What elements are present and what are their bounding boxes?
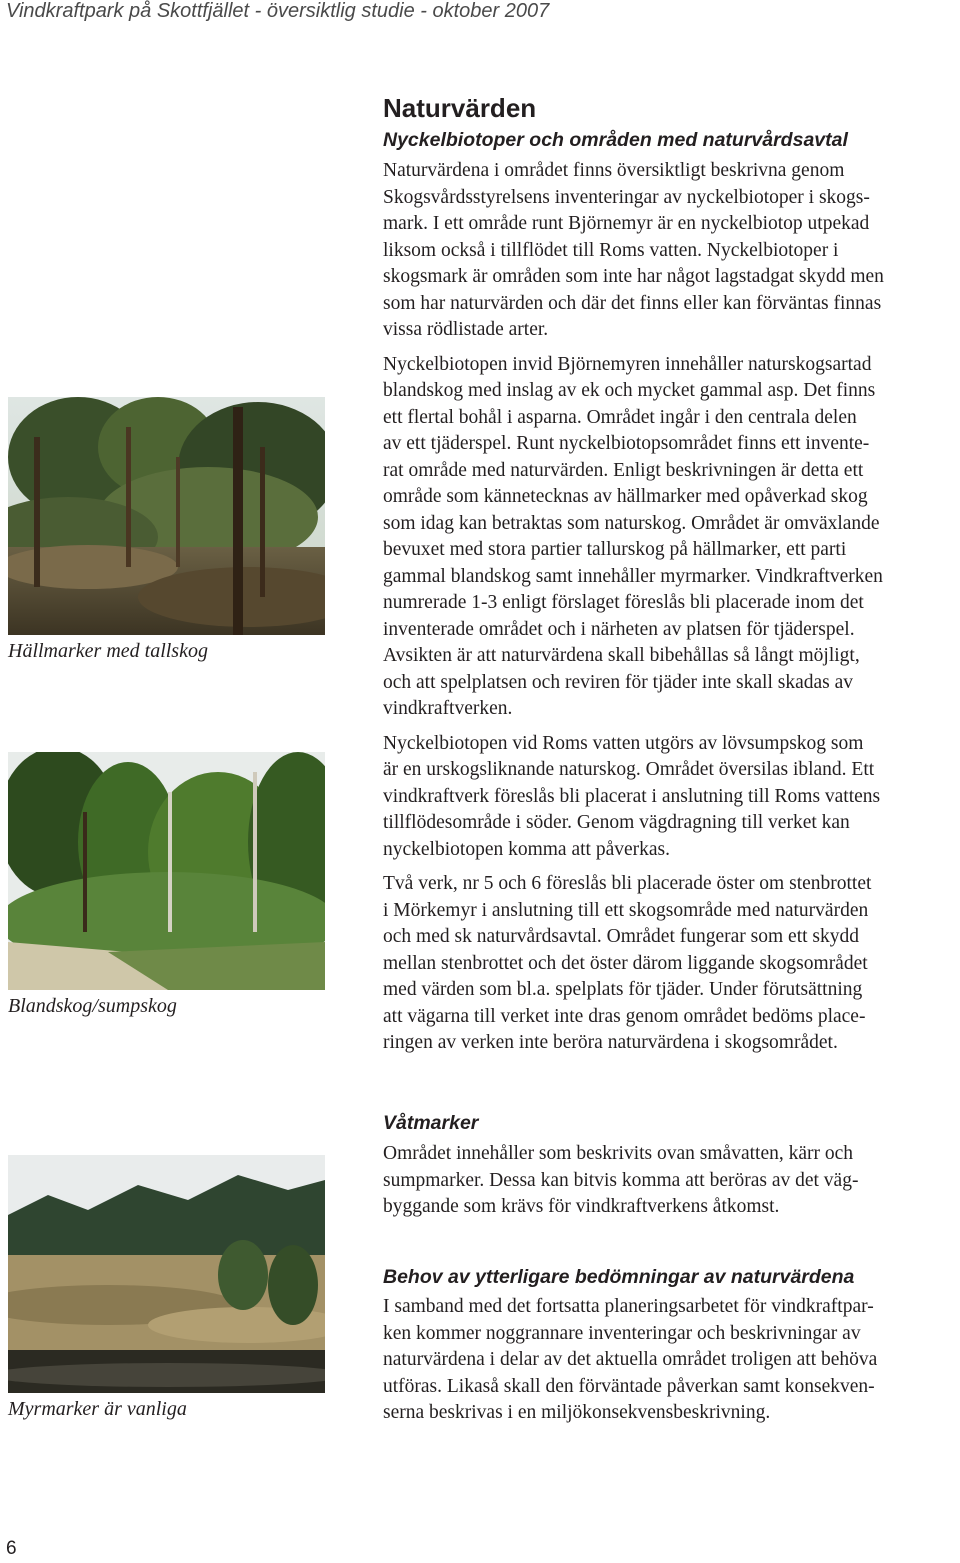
photo3-caption: Myrmarker är vanliga (8, 1398, 187, 1420)
running-head: Vindkraftpark på Skottfjället - översiktlig studie - oktober 2007 (6, 0, 550, 22)
wetlands-paragraph: Området innehåller som beskrivits ovan småvatten, kärr och sumpmarker. Dessa kan bitvis komma att beröras av det väg- byggande som krävs för vindkraftverkens åtkomst. (383, 1143, 859, 1217)
main-column (383, 93, 958, 1057)
wetlands-section (383, 1110, 958, 1221)
photo1-caption: Hällmarker med tallskog (8, 640, 208, 662)
page-number: 6 (6, 1538, 17, 1559)
wetlands-heading: Våtmarker (383, 1112, 479, 1134)
wetland-photo (8, 1155, 325, 1393)
pine-heath-illustration (8, 397, 325, 635)
photo2-caption: Blandskog/sumpskog (8, 995, 177, 1017)
paragraph-4: Två verk, nr 5 och 6 föreslås bli placerade öster om stenbrottet i Mörkemyr i anslutning till ett skogsområde med naturvärden och med sk naturvårdsavtal. Området fungerar som ett skydd mellan stenbrottet och det öster därom liggande skogsområdet med värden som bl.a. spelplats för tjäder. Under förutsättning att vägarna till verket inte dras genom området bedöms place- ringen av verken inte beröra naturvärdena i skogsområdet. (383, 873, 872, 1053)
mixed-forest-photo (8, 752, 325, 990)
assessment-paragraph: I samband med det fortsatta planeringsarbetet för vindkraftpar- ken kommer noggrannare inventeringar och beskrivningar av naturvärdena i delar av det aktuella området troligen att behöva utföras. Likaså skall den förväntade påverkan samt konsekven- serna beskrivas i en miljökonsekvensbeskrivning. (383, 1296, 878, 1423)
page-title: Naturvärden (383, 93, 537, 123)
assessment-section (383, 1264, 958, 1427)
paragraph-1: Naturvärdena i området finns översiktligt beskrivna genom Skogsvårdsstyrelsens inventeringar av nyckelbiotoper i skogs- mark. I ett område runt Björnemyr är en nyckelbiotop utpekad liksom också i tillflödet till Roms vatten. Nyckelbiotoper i skogsmark är områden som inte har något lagstadgat skydd men som har naturvärden och där det finns eller kan förväntas finnas vissa rödlistade arter. (383, 160, 884, 340)
pine-heath-photo (8, 397, 325, 635)
paragraph-2: Nyckelbiotopen invid Björnemyren innehåller naturskogsartad blandskog med inslag av ek och mycket gammal asp. Det finns ett flertal bohål i asparna. Området ingår i den centrala delen av ett tjäderspel. Runt nyckelbiotopsområdet finns ett invente- rat område med naturvärden. Enligt beskrivningen är detta ett område som kännetecknas av hällmarker med opåverkad skog som idag kan betraktas som naturskog. Området är omväxlande bevuxet med stora partier tallurskog på hällmarker, ett parti gammal blandskog samt innehåller myrmarker. Vindkraftverken numrerade 1-3 enligt förslaget föreslås bli placerade inom det inventerade området och i närheten av platsen för tjäderspel. Avsikten är att naturvärdena skall bibehållas så långt möjligt, och att spelplatsen och reviren för tjäder inte skall skadas av vindkraftverken. (383, 353, 883, 719)
section-subtitle: Nyckelbiotoper och områden med naturvårdsavtal (383, 129, 848, 151)
mixed-forest-illustration (8, 752, 325, 990)
assessment-heading: Behov av ytterligare bedömningar av naturvärdena (383, 1266, 855, 1288)
wetland-illustration (8, 1155, 325, 1393)
paragraph-3: Nyckelbiotopen vid Roms vatten utgörs av lövsumpskog som är en urskogsliknande naturskog. Området översilas ibland. Ett vindkraftverk föreslås bli placerat i anslutning till Roms vattens tillflödesområde i söder. Genom vägdragning till verket kan nyckelbiotopen komma att påverkas. (383, 732, 881, 860)
